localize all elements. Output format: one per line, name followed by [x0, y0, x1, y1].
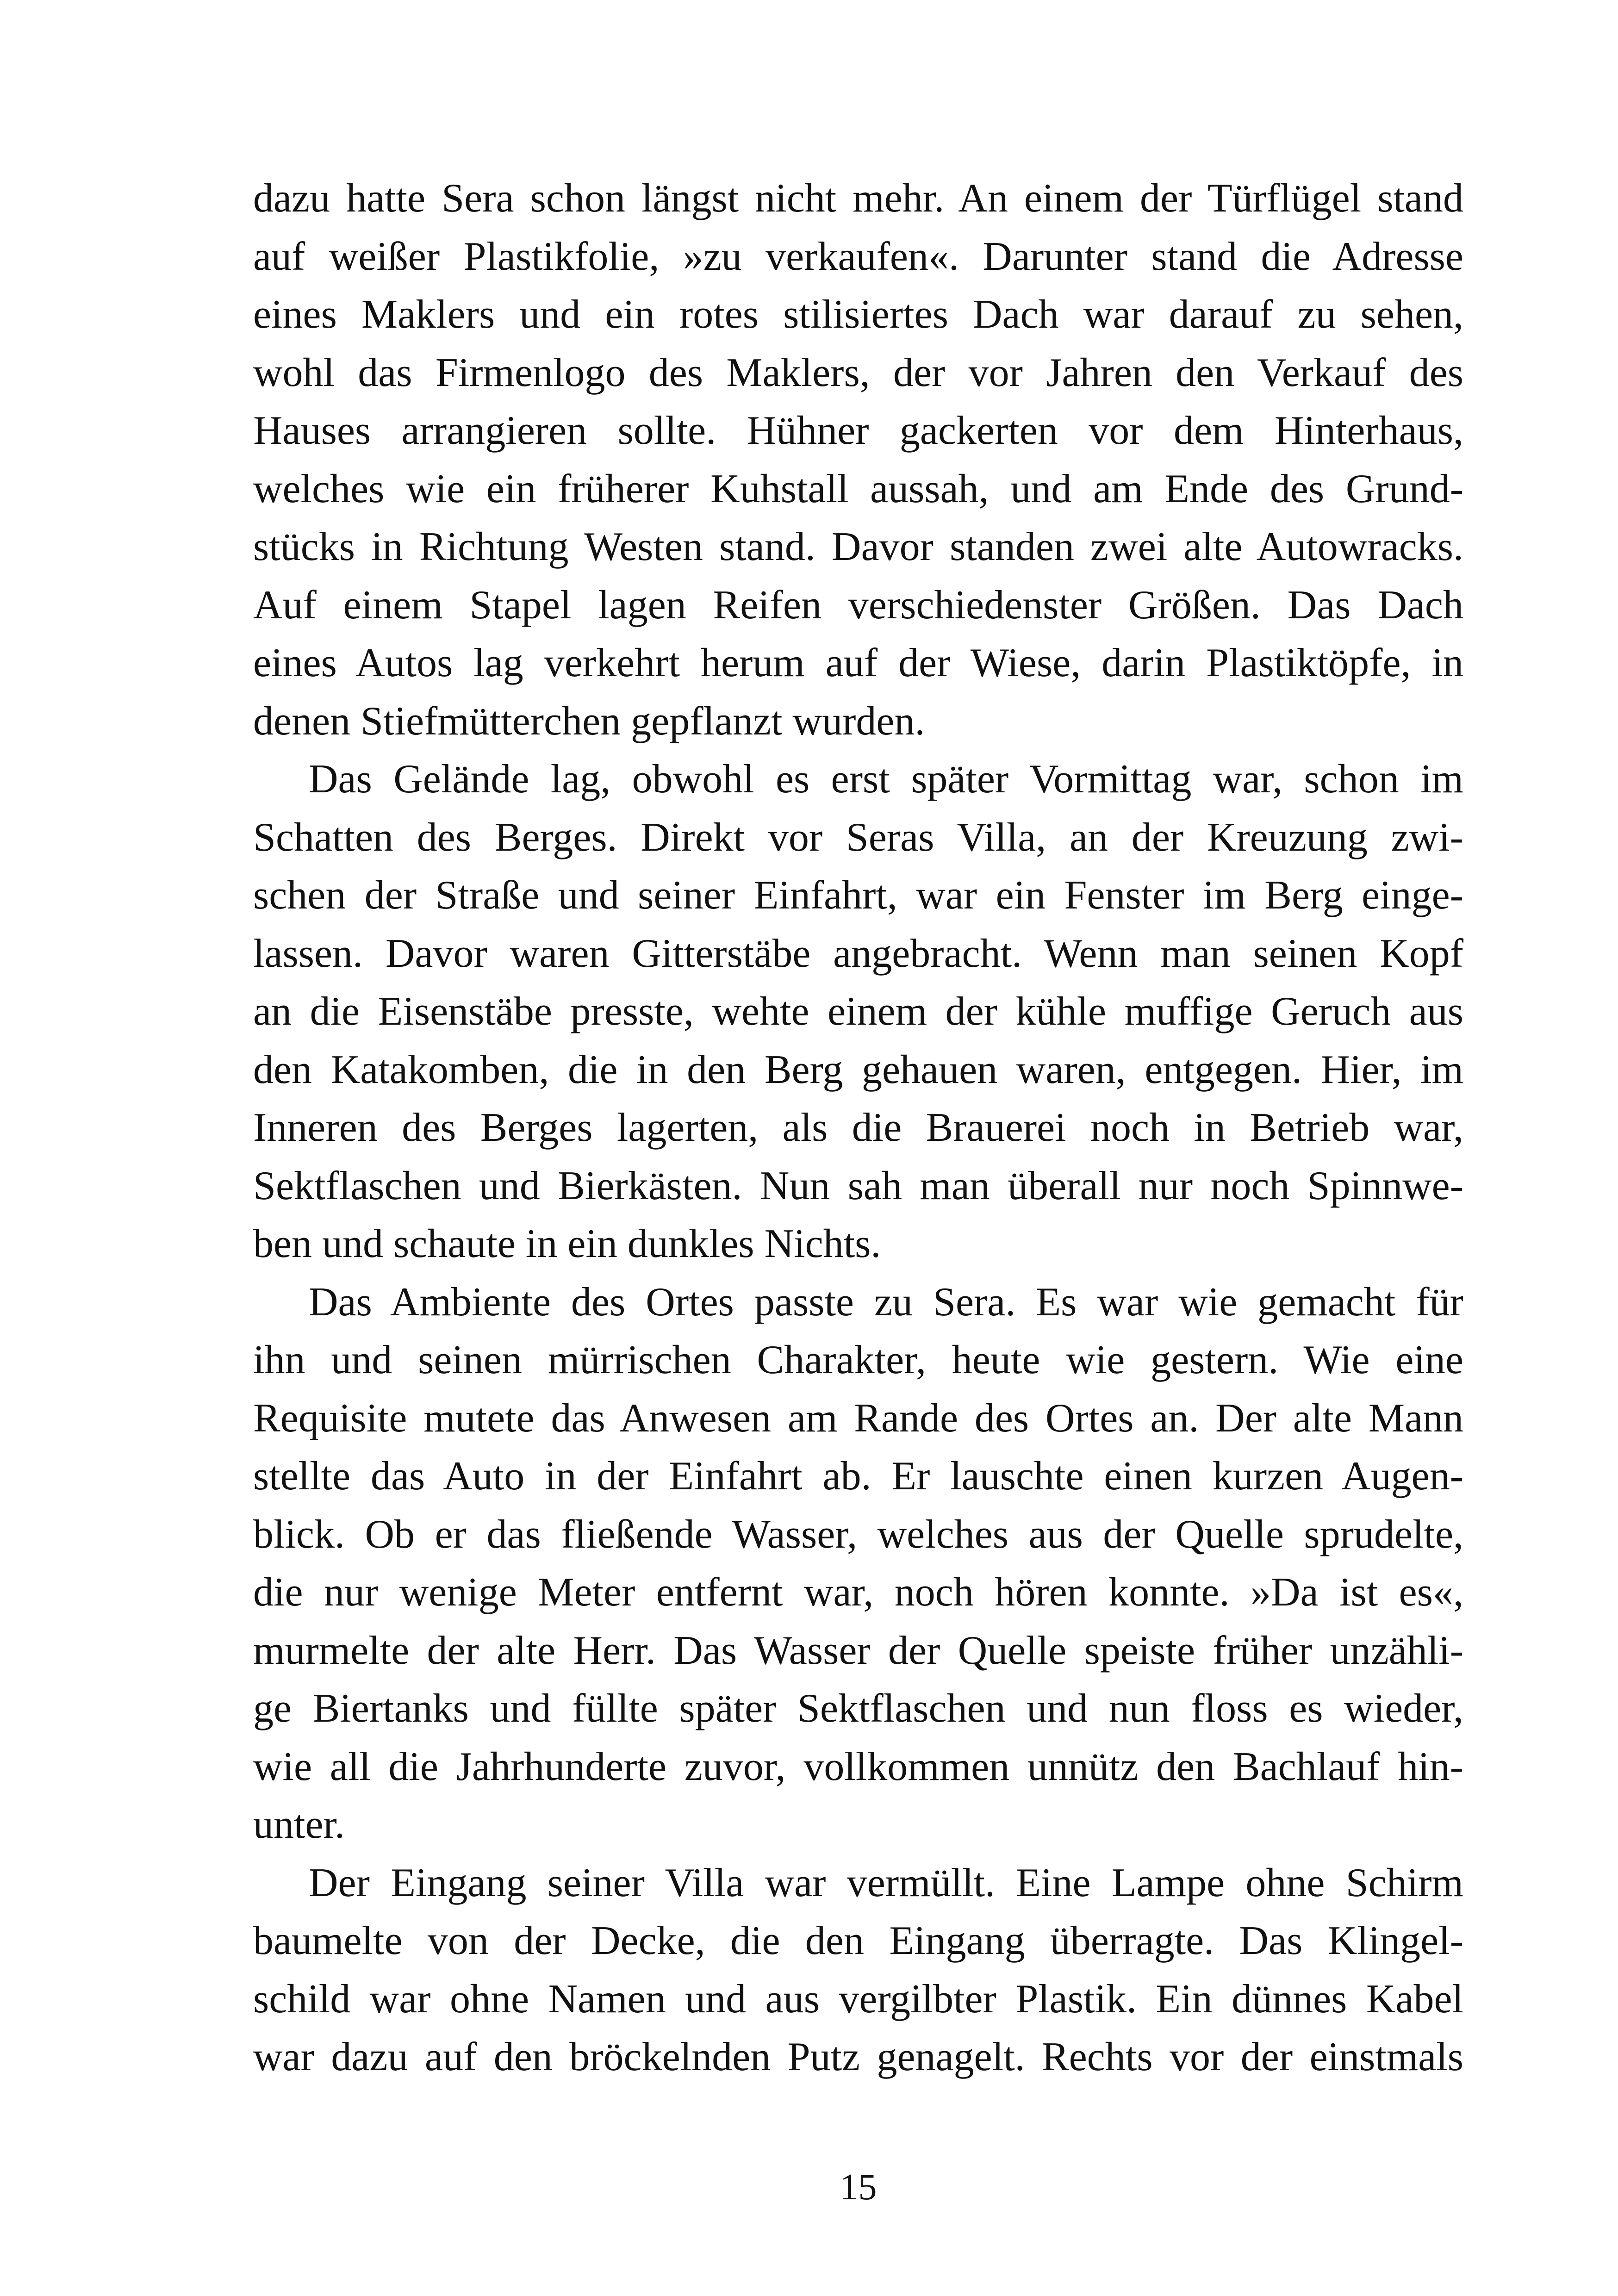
- text-line: dazu hatte Sera schon längst nicht mehr. An einem der Türflügel stand: [253, 176, 1463, 221]
- text-line: Hauses arrangieren sollte. Hühner gackerten vor dem Hinterhaus,: [253, 408, 1463, 453]
- text-line: blick. Ob er das fließende Wasser, welches aus der Quelle sprudelte,: [253, 1512, 1463, 1557]
- paragraph: [253, 1273, 1463, 1854]
- text-line: Schatten des Berges. Direkt vor Seras Villa, an der Kreuzung zwi-: [253, 815, 1463, 860]
- text-line: Auf einem Stapel lagen Reifen verschiedenster Größen. Das Dach: [253, 582, 1463, 628]
- text-line: Das Gelände lag, obwohl es erst später Vormittag war, schon im: [309, 757, 1463, 802]
- text-line: ge Biertanks und füllte später Sektflaschen und nun floss es wieder,: [253, 1686, 1463, 1731]
- text-line: Sektflaschen und Bierkästen. Nun sah man überall nur noch Spinnwe-: [253, 1163, 1463, 1208]
- body-text: [253, 169, 1463, 2086]
- text-line: an die Eisenstäbe presste, wehte einem der kühle muffige Geruch aus: [253, 989, 1463, 1034]
- page-number: 15: [840, 2167, 877, 2208]
- text-line: die nur wenige Meter entfernt war, noch hören konnte. »Da ist es«,: [253, 1570, 1463, 1615]
- paragraph: [253, 169, 1463, 750]
- text-line: ihn und seinen mürrischen Charakter, heute wie gestern. Wie eine: [253, 1338, 1463, 1382]
- text-line: war dazu auf den bröckelnden Putz genagelt. Rechts vor der einstmals: [253, 2035, 1463, 2079]
- text-line: schen der Straße und seiner Einfahrt, war ein Fenster im Berg einge-: [253, 873, 1463, 918]
- text-line: wie all die Jahrhunderte zuvor, vollkommen unnütz den Bachlauf hin-: [253, 1744, 1463, 1789]
- text-line: baumelte von der Decke, die den Eingang überragte. Das Klingel-: [253, 1918, 1463, 1963]
- text-line: Inneren des Berges lagerten, als die Brauerei noch in Betrieb war,: [253, 1105, 1463, 1150]
- text-line: eines Autos lag verkehrt herum auf der Wiese, darin Plastiktöpfe, in: [253, 641, 1463, 685]
- text-line: schild war ohne Namen und aus vergilbter Plastik. Ein dünnes Kabel: [253, 1976, 1463, 2022]
- text-line: unter.: [253, 1802, 345, 1847]
- text-line: Der Eingang seiner Villa war vermüllt. Eine Lampe ohne Schirm: [309, 1860, 1463, 1905]
- text-line: eines Maklers und ein rotes stilisiertes Dach war darauf zu sehen,: [253, 292, 1463, 337]
- text-line: stellte das Auto in der Einfahrt ab. Er lauschte einen kurzen Augen-: [253, 1454, 1463, 1499]
- text-line: Requisite mutete das Anwesen am Rande des Ortes an. Der alte Mann: [253, 1395, 1463, 1441]
- text-line: wohl das Firmenlogo des Maklers, der vor Jahren den Verkauf des: [253, 350, 1463, 395]
- text-line: murmelte der alte Herr. Das Wasser der Quelle speiste früher unzähli-: [253, 1628, 1463, 1673]
- text-line: lassen. Davor waren Gitterstäbe angebracht. Wenn man seinen Kopf: [253, 931, 1463, 976]
- text-line: denen Stiefmütterchen gepflanzt wurden.: [253, 698, 925, 744]
- text-line: den Katakomben, die in den Berg gehauen waren, entgegen. Hier, im: [253, 1047, 1463, 1092]
- text-line: ben und schaute in ein dunkles Nichts.: [253, 1221, 881, 1266]
- text-line: stücks in Richtung Westen stand. Davor standen zwei alte Autowracks.: [253, 524, 1463, 569]
- text-line: welches wie ein früherer Kuhstall aussah, und am Ende des Grund-: [253, 466, 1463, 511]
- paragraph: [253, 1854, 1463, 2086]
- paragraph: [253, 750, 1463, 1273]
- text-line: Das Ambiente des Ortes passte zu Sera. Es war wie gemacht für: [309, 1279, 1463, 1325]
- text-line: auf weißer Plastikfolie, »zu verkaufen«. Darunter stand die Adresse: [253, 234, 1463, 279]
